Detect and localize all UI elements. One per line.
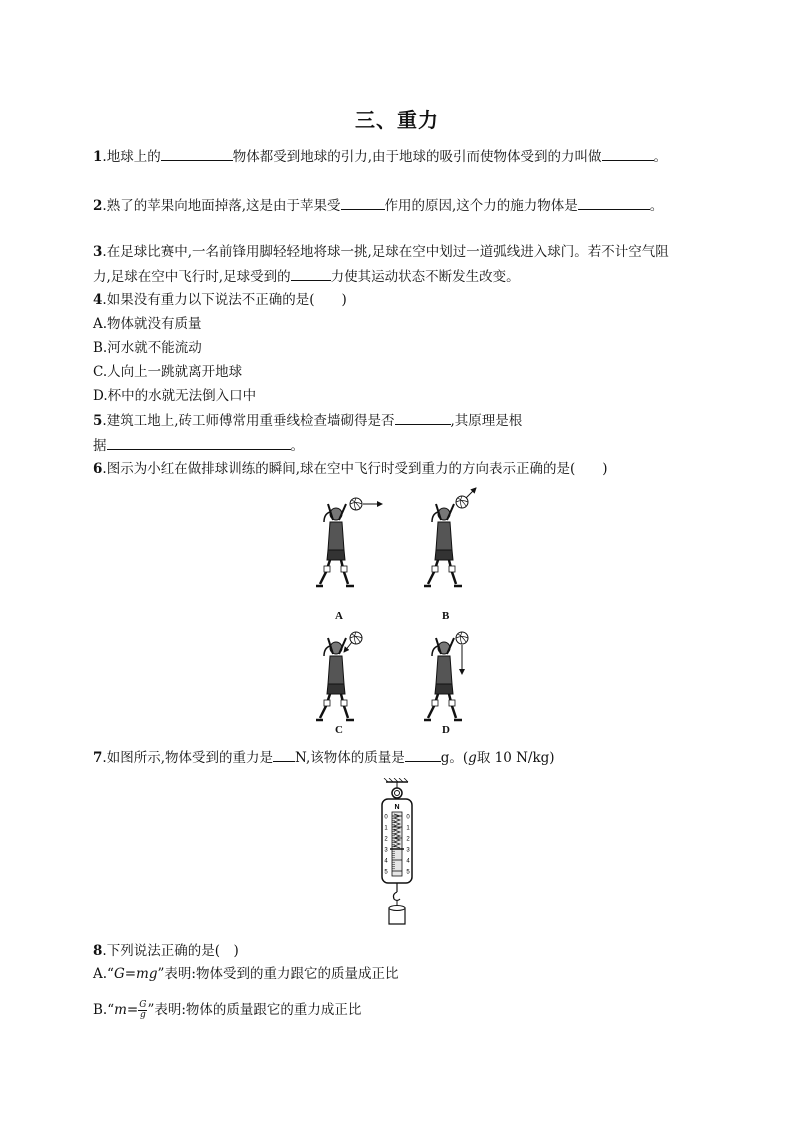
question-3-line-2: 力,足球在空中飞行时,足球受到的 力使其运动状态不断发生改变。 bbox=[93, 266, 520, 287]
spring-scale bbox=[372, 778, 422, 928]
fraction: $\frac{G}{g}$ bbox=[139, 1000, 147, 1020]
figure-label-c[interactable]: C bbox=[335, 724, 343, 736]
answer-blank[interactable] bbox=[273, 747, 295, 762]
answer-blank[interactable] bbox=[602, 146, 654, 161]
scale-tick-label: 4 bbox=[384, 858, 388, 865]
scale-tick-label: 0 bbox=[406, 814, 410, 821]
option-8b[interactable]: B.“m= $\frac{G}{g}$ ”表明:物体的质量跟它的重力成正比 bbox=[93, 1000, 362, 1020]
question-4: 4.如果没有重力以下说法不正确的是( ) bbox=[93, 292, 347, 308]
scale-tick-label: 5 bbox=[384, 869, 388, 876]
question-6: 6.图示为小红在做排球训练的瞬间,球在空中飞行时受到重力的方向表示正确的是( ) bbox=[93, 461, 608, 477]
answer-blank[interactable] bbox=[161, 146, 233, 161]
question-5: 5.建筑工地上,砖工师傅常用重垂线检查墙砌得是否 ,其原理是根 bbox=[93, 410, 522, 431]
answer-blank[interactable] bbox=[107, 435, 291, 450]
question-5-line-2: 据 。 bbox=[93, 435, 304, 456]
figure-c bbox=[310, 628, 390, 724]
question-2: 2.熟了的苹果向地面掉落,这是由于苹果受 作用的原因,这个力的施力物体是 。 bbox=[93, 195, 663, 216]
scale-tick-label: 3 bbox=[406, 847, 410, 854]
figure-label-a[interactable]: A bbox=[335, 610, 343, 622]
answer-blank[interactable] bbox=[291, 266, 331, 281]
figure-a bbox=[310, 492, 390, 592]
figure-label-b[interactable]: B bbox=[442, 610, 450, 622]
figure-b bbox=[418, 486, 498, 592]
question-3-line-1: 3.在足球比赛中,一名前锋用脚轻轻地将球一挑,足球在空中划过一道弧线进入球门。若不计空气阻 bbox=[93, 244, 669, 260]
question-8: 8.下列说法正确的是( ) bbox=[93, 943, 239, 959]
option-d[interactable]: D.杯中的水就无法倒入口中 bbox=[93, 388, 257, 404]
scale-tick-label: 3 bbox=[384, 847, 388, 854]
scale-tick-label: 4 bbox=[406, 858, 410, 865]
figure-d bbox=[418, 628, 498, 724]
answer-blank[interactable] bbox=[405, 747, 441, 762]
scale-tick-label: 1 bbox=[384, 825, 388, 832]
answer-blank[interactable] bbox=[578, 195, 650, 210]
question-1: 1.地球上的 物体都受到地球的引力,由于地球的吸引而使物体受到的力叫做 。 bbox=[93, 146, 667, 167]
scale-tick-label: 1 bbox=[406, 825, 410, 832]
page-title: 三、重力 bbox=[355, 108, 439, 132]
answer-blank[interactable] bbox=[341, 195, 385, 210]
scale-tick-label: 5 bbox=[406, 869, 410, 876]
figure-label-d[interactable]: D bbox=[442, 724, 450, 736]
scale-tick-label: 0 bbox=[384, 814, 388, 821]
scale-unit: N bbox=[394, 804, 400, 811]
question-7: 7.如图所示,物体受到的重力是 N,该物体的质量是 g。(g取 10 N/kg) bbox=[93, 747, 555, 768]
option-c[interactable]: C.人向上一跳就离开地球 bbox=[93, 364, 243, 380]
option-a[interactable]: A.物体就没有质量 bbox=[93, 316, 202, 332]
scale-tick-label: 2 bbox=[406, 836, 410, 843]
option-b[interactable]: B.河水就不能流动 bbox=[93, 340, 202, 356]
answer-blank[interactable] bbox=[395, 410, 451, 425]
option-8a[interactable]: A.“G=mg”表明:物体受到的重力跟它的质量成正比 bbox=[93, 966, 399, 982]
scale-tick-label: 2 bbox=[384, 836, 388, 843]
